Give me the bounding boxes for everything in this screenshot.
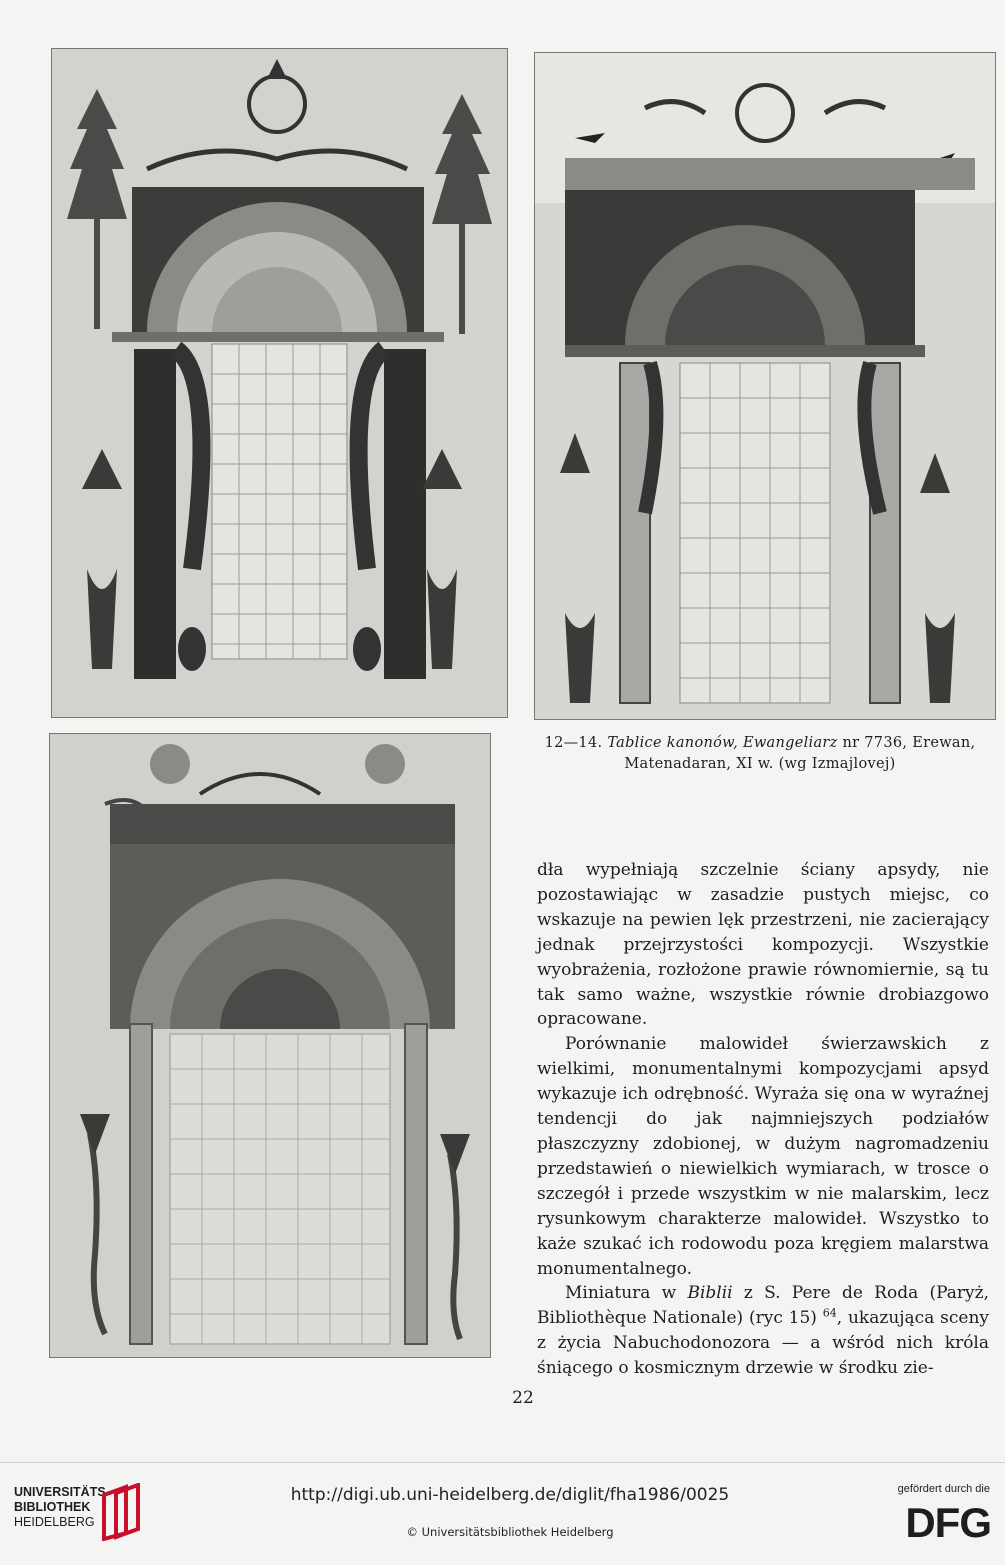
library-logo-text (14, 1485, 110, 1530)
figure-caption (520, 733, 1000, 775)
paragraph-3-mid: z S. Pere de Roda (Paryż, Bibliothèque Nationale) (ryc 15) (537, 1283, 990, 1329)
page-number: 22 (512, 1388, 534, 1408)
canon-table-miniature-12 (51, 48, 508, 718)
paragraph-2: Porównanie malowideł świerzawskich z wielkimi, monumentalnymi kompozycjami apsyd wykazuje ich odrębność. Wyraża się ona w wyraźnej tendencji do jak najmniejszych podziałów płaszczyzny zdobionej, w dużym nagromadzeniu przedstawień o niewielkich wymiarach, w trosce o szczegół i przede wszystkim w nie malarskim, lecz rysunkowym charakterze malowideł. Wszystko to każe szukać ich rodowodu poza kręgiem malarstwa monumentalnego. (537, 1034, 989, 1279)
library-line-1: UNIVERSITÄTS- (14, 1485, 110, 1499)
caption-title: Tablice kanonów, Ewangeliarz (607, 735, 838, 751)
footer (0, 1462, 1005, 1565)
caption-number: 12—14. (544, 735, 603, 751)
paragraph-3-end: , ukazująca sceny z życia Nabuchodonozora — a wśród nich króla śniącego o kosmicznym drzewie w środku zie- (537, 1308, 989, 1379)
caption-rest: nr 7736, Erewan, (837, 735, 976, 751)
copyright-notice: © Universitätsbibliothek Heidelberg (406, 1525, 614, 1539)
paragraph-3-start: Miniatura w (565, 1283, 688, 1304)
caption-line-2: Matenadaran, XI w. (wg Izmajlovej) (624, 756, 896, 772)
dfg-logo: DFG (905, 1499, 991, 1546)
funding-note: gefördert durch die (897, 1483, 990, 1495)
footnote-ref[interactable]: 64 (822, 1306, 837, 1320)
source-url-link[interactable]: http://digi.ub.uni-heidelberg.de/diglit/fha1986/0025 (290, 1485, 730, 1505)
body-text (537, 858, 989, 1381)
canon-table-miniature-13 (534, 52, 996, 720)
library-logo-icon (100, 1483, 142, 1541)
canon-table-miniature-14 (49, 733, 491, 1358)
library-line-2: BIBLIOTHEK (14, 1500, 91, 1514)
library-line-3: HEIDELBERG (14, 1515, 95, 1529)
biblii-title: Biblii (687, 1283, 733, 1304)
paragraph-1: dła wypełniają szczelnie ściany apsydy, nie pozostawiając w zasadzie pustych miejsc, co wskazuje na pewien lęk przestrzeni, nie zacierający jednak przejrzystości kompozycji. Wszystkie wyobrażenia, rozłożone prawie równomiernie, są tu tak samo ważne, wszystkie równie drobiazgowo opracowane. (537, 860, 989, 1030)
paragraph-3 (537, 1281, 989, 1381)
